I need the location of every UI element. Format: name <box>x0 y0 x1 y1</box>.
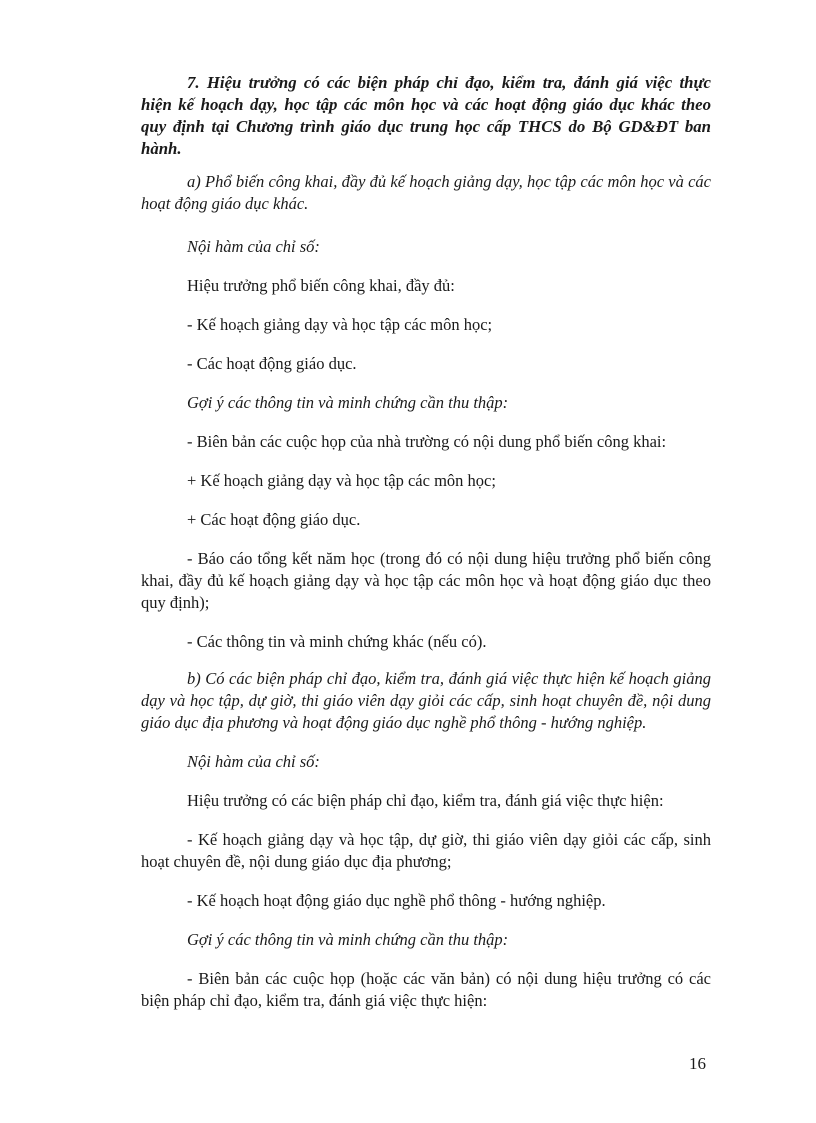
section-b-meaning-intro: Hiệu trưởng có các biện pháp chỉ đạo, kiểm tra, đánh giá việc thực hiện: <box>187 791 664 810</box>
section-b-evidence-item-1: - Biên bản các cuộc họp (hoặc các văn bản) có nội dung hiệu trưởng có các biện pháp chỉ đạo, kiểm tra, đánh giá việc thực hiện: <box>141 969 711 1010</box>
section-a-title: a) Phổ biến công khai, đầy đủ kế hoạch giảng dạy, học tập các môn học và các hoạt động giáo dục khác. <box>141 172 711 213</box>
section-b-meaning-label: Nội hàm của chỉ số: <box>187 752 320 771</box>
section-b-meaning-item-1: - Kế hoạch giảng dạy và học tập, dự giờ, thi giáo viên dạy giỏi các cấp, sinh hoạt chuyên đề, nội dung giáo dục địa phương; <box>141 830 711 871</box>
section-a-evidence-item-2: - Báo cáo tổng kết năm học (trong đó có nội dung hiệu trưởng phổ biến công khai, đầy đủ kế hoạch giảng dạy và học tập các môn học và hoạt động giáo dục theo quy định); <box>141 549 711 612</box>
section-a-evidence-label: Gợi ý các thông tin và minh chứng cần thu thập: <box>187 393 509 412</box>
section-b-title: b) Có các biện pháp chỉ đạo, kiểm tra, đánh giá việc thực hiện kế hoạch giảng dạy và học tập, dự giờ, thi giáo viên dạy giỏi các cấp, sinh hoạt chuyên đề, nội dung giáo dục địa phương và hoạt động giáo dục nghề phổ thông - hướng nghiệp. <box>141 669 711 732</box>
section-a-meaning-item-2: - Các hoạt động giáo dục. <box>187 354 357 373</box>
section-a-evidence-sub-2: + Các hoạt động giáo dục. <box>187 510 361 529</box>
section-a-evidence-sub-1: + Kế hoạch giảng dạy và học tập các môn học; <box>187 471 496 490</box>
criterion-heading: 7. Hiệu trưởng có các biện pháp chỉ đạo, kiểm tra, đánh giá việc thực hiện kế hoạch dạy, học tập các môn học và các hoạt động giáo dục khác theo quy định tại Chương trình giáo dục trung học cấp THCS do Bộ GD&ĐT ban hành. <box>141 73 711 158</box>
section-a-meaning-item-1: - Kế hoạch giảng dạy và học tập các môn học; <box>187 315 493 334</box>
section-a-meaning-label: Nội hàm của chỉ số: <box>187 237 320 256</box>
page-number: 16 <box>689 1054 706 1073</box>
document-page <box>141 72 711 1012</box>
section-a-meaning-intro: Hiệu trưởng phổ biến công khai, đầy đủ: <box>187 276 455 295</box>
section-b-evidence-label: Gợi ý các thông tin và minh chứng cần thu thập: <box>187 930 509 949</box>
section-a-evidence-item-1: - Biên bản các cuộc họp của nhà trường có nội dung phổ biến công khai: <box>187 432 667 451</box>
section-b-meaning-item-2: - Kế hoạch hoạt động giáo dục nghề phổ thông - hướng nghiệp. <box>187 891 606 910</box>
section-a-evidence-item-3: - Các thông tin và minh chứng khác (nếu có). <box>187 632 487 651</box>
